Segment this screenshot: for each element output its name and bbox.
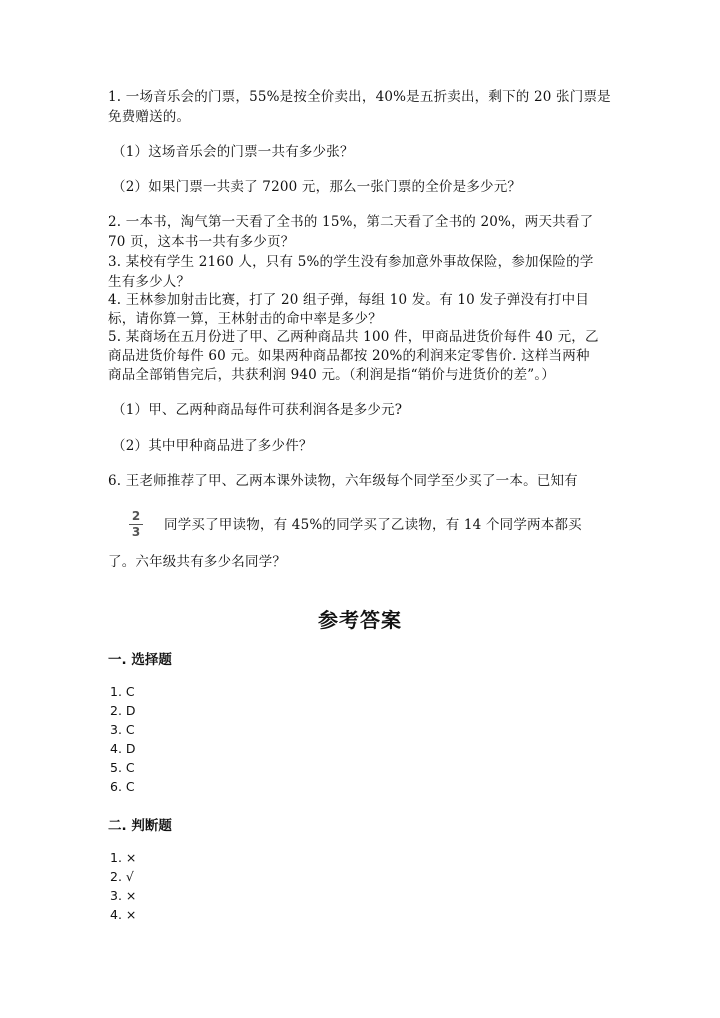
judgment-answer-4: 4. × (110, 907, 137, 922)
question-3-line-1: 3. 某校有学生 2160 人，只有 5%的学生没有参加意外事故保险，参加保险的学 (108, 254, 594, 270)
question-5-line-3: 商品全部销售完后，共获利润 940 元。（利润是指“销价与进货价的差”。） (108, 367, 556, 383)
section-choice-heading: 一. 选择题 (108, 652, 172, 668)
answer-key-title: 参考答案 (318, 608, 402, 632)
question-5-line-2: 商品进货价每件 60 元。如果两种商品都按 20%的利润来定零售价. 这样当两种 (108, 348, 590, 364)
question-1-line-2: 免费赠送的。 (108, 109, 191, 125)
choice-answer-4: 4. D (110, 741, 136, 756)
fraction-numerator: 2 (131, 509, 141, 523)
choice-answer-1: 1. C (110, 684, 135, 699)
question-2-line-1: 2. 一本书，淘气第一天看了全书的 15%，第二天看了全书的 20%，两天共看了 (108, 214, 594, 230)
question-6-line-1: 6. 王老师推荐了甲、乙两本课外读物，六年级每个同学至少买了一本。已知有 (108, 473, 578, 489)
question-6-line-2: 同学买了甲读物，有 45%的同学买了乙读物，有 14 个同学两本都买 (164, 517, 582, 533)
question-1-part-1: （1）这场音乐会的门票一共有多少张？ (112, 144, 354, 160)
question-2-line-2: 70 页，这本书一共有多少页？ (108, 234, 295, 250)
question-4-line-2: 标，请你算一算，王林射击的命中率是多少？ (108, 311, 382, 327)
question-3-line-2: 生有多少人？ (108, 274, 191, 290)
question-1-line-1: 1. 一场音乐会的门票，55%是按全价卖出，40%是五折卖出，剩下的 20 张门票是 (108, 89, 611, 105)
judgment-answer-1: 1. × (110, 850, 137, 865)
choice-answer-5: 5. C (110, 760, 135, 775)
question-4-line-1: 4. 王林参加射击比赛，打了 20 组子弹，每组 10 发。有 10 发子弹没有打中目 (108, 292, 590, 308)
judgment-answer-3: 3. × (110, 888, 137, 903)
fraction-denominator: 3 (131, 525, 141, 539)
section-judgment-heading: 二. 判断题 (108, 818, 172, 834)
question-1-part-2: （2）如果门票一共卖了 7200 元，那么一张门票的全价是多少元？ (112, 179, 522, 195)
question-5-part-2: （2）其中甲种商品进了多少件？ (112, 438, 313, 454)
choice-answer-2: 2. D (110, 703, 136, 718)
question-5-part-1: （1）甲、乙两种商品每件可获利润各是多少元? (112, 402, 403, 418)
question-5-line-1: 5. 某商场在五月份进了甲、乙两种商品共 100 件，甲商品进货价每件 40 元，乙 (108, 329, 599, 345)
judgment-answer-2: 2. √ (110, 869, 134, 884)
choice-answer-3: 3. C (110, 722, 135, 737)
question-6-line-3: 了。六年级共有多少名同学？ (108, 554, 287, 570)
choice-answer-6: 6. C (110, 779, 135, 794)
fraction-two-thirds (128, 510, 144, 539)
